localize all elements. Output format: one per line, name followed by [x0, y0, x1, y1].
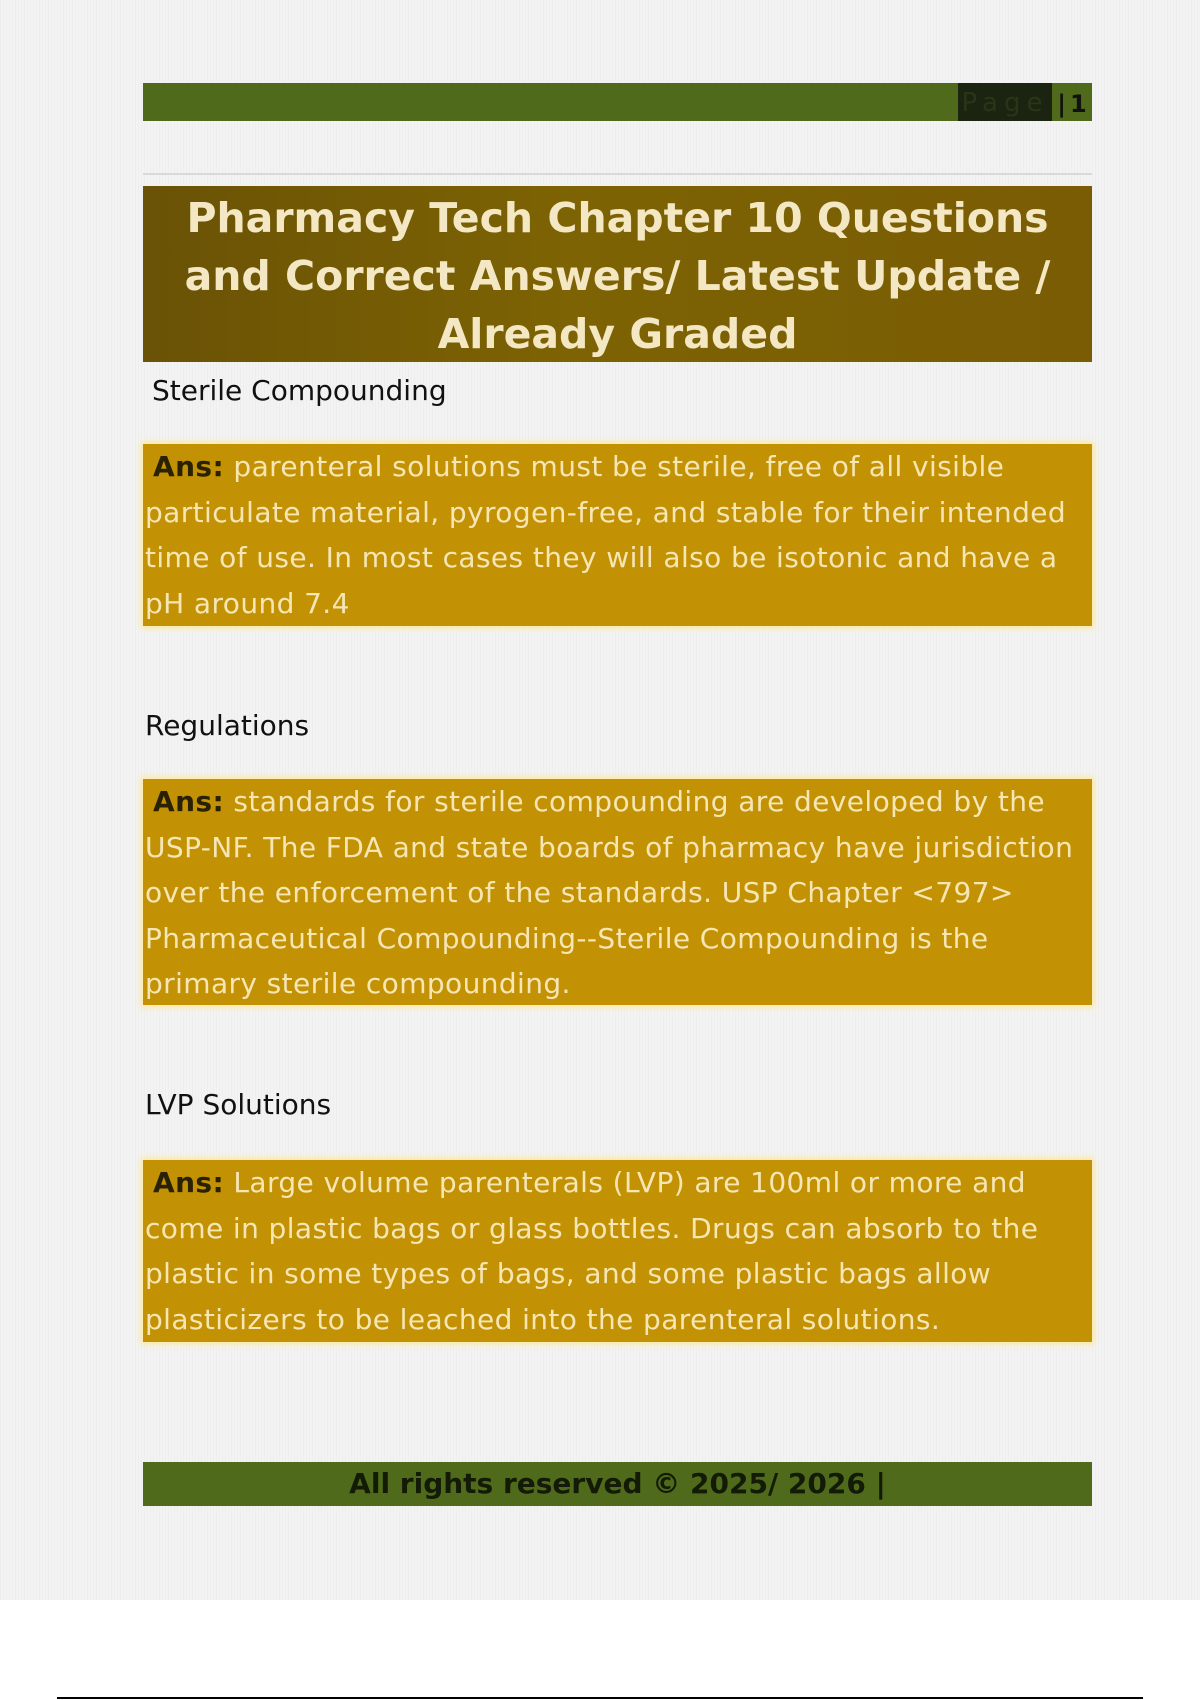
answer-label: Ans: — [153, 1166, 225, 1199]
page-header-bar — [143, 83, 1092, 121]
document-title: Pharmacy Tech Chapter 10 Questions and Correct Answers/ Latest Update / Already Graded — [143, 186, 1092, 362]
page-number: 1 — [1070, 90, 1087, 118]
page-label: Page — [958, 83, 1052, 121]
answer-text-3: Large volume parenterals (LVP) are 100ml or more and come in plastic bags or glass bottles. Drugs can absorb to the plastic in some types of bags, and some plastic bags allow plasticizers to be leached into the parenteral solutions. — [145, 1166, 1039, 1336]
page-bottom-rule — [57, 1697, 1143, 1699]
answer-block-3 — [143, 1160, 1092, 1342]
page-number-indicator — [1052, 83, 1092, 121]
page-separator: | — [1057, 90, 1067, 118]
question-1: Sterile Compounding — [152, 374, 447, 407]
answer-text-2: standards for sterile compounding are developed by the USP-NF. The FDA and state boards of pharmacy have jurisdiction over the enforcement of the standards. USP Chapter <797> Pharmaceutical Compounding--Sterile Compounding is the primary sterile compounding. — [145, 785, 1074, 1000]
answer-label: Ans: — [153, 450, 225, 483]
answer-label: Ans: — [153, 785, 225, 818]
question-2: Regulations — [145, 709, 310, 742]
answer-block-2 — [143, 779, 1092, 1005]
answer-text-1: parenteral solutions must be sterile, free of all visible particulate material, pyrogen-free, and stable for their intended time of use. In most cases they will also be isotonic and have a pH around 7.4 — [145, 450, 1067, 620]
answer-block-1 — [143, 444, 1092, 626]
header-divider — [143, 173, 1092, 175]
question-3: LVP Solutions — [145, 1088, 332, 1121]
copyright-footer: All rights reserved © 2025/ 2026 | — [143, 1462, 1092, 1506]
